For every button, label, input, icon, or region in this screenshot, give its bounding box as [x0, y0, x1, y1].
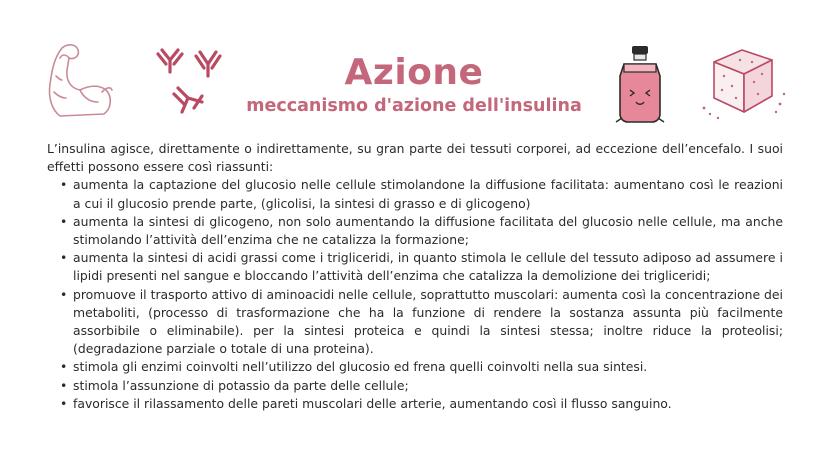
page-subtitle: meccanismo d'azione dell'insulina	[246, 96, 582, 116]
content	[47, 140, 783, 413]
list-item: • aumenta la captazione del glucosio nelle cellule stimolandone la diffusione facilitata: aumentano così le reazioni a cui il glucosio prende parte, (glicolisi, la sintesi di grasso e di glicogeno)	[73, 176, 783, 212]
intro-paragraph: L’insulina agisce, direttamente o indirettamente, su gran parte dei tessuti corporei, ad eccezione dell’encefalo. I suoi effetti possono essere così riassunti:	[47, 141, 783, 175]
list-item: • aumenta la sintesi di glicogeno, non solo aumentando la diffusione facilitata del glucosio nelle cellule, ma anche stimolando l’attività dell’enzima che ne catalizza la formazione;	[73, 213, 783, 249]
list-item: • aumenta la sintesi di acidi grassi come i trigliceridi, in quanto stimola le cellule del tessuto adiposo ad assumere i lipidi presenti nel sangue e bloccando l’attività dell’enzima che catalizza la demolizione dei trigliceridi;	[73, 249, 783, 285]
effects-list	[47, 176, 783, 413]
list-item: • stimola gli enzimi coinvolti nell’utilizzo del glucosio ed frena quelli coinvolti nella sua sintesi.	[73, 358, 783, 376]
page-title: Azione	[344, 52, 484, 93]
list-item: • stimola l’assunzione di potassio da parte delle cellule;	[73, 377, 783, 395]
list-item: • favorisce il rilassamento delle pareti muscolari delle arterie, aumentando così il flusso sanguino.	[73, 395, 783, 413]
list-item: • promuove il trasporto attivo di aminoacidi nelle cellule, soprattutto muscolari: aumenta così la concentrazione dei metaboliti, (processo di trasformazione che ha la funzione di rendere la sostanza assunta più facilmente assorbibile o eliminabile). per la sintesi proteica e quindi la sintesi stessa; inoltre riduce la proteolisi; (degradazione parziale o totale di una proteina).	[73, 286, 783, 359]
